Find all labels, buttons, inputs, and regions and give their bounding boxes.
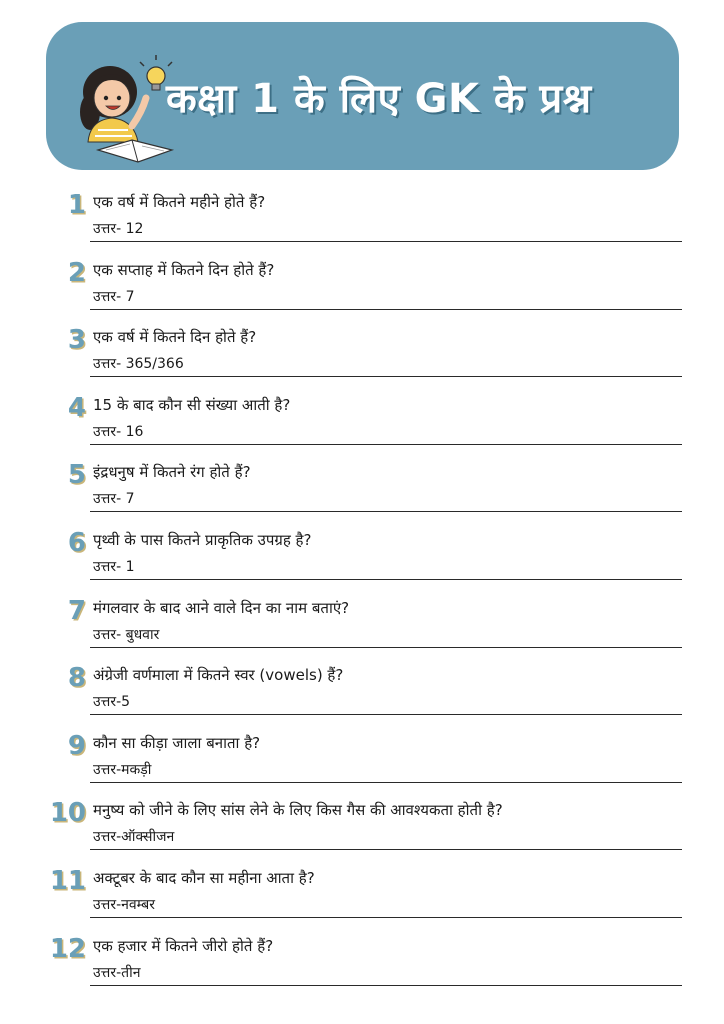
list-item [46,321,676,389]
question-number: 6 [67,527,86,558]
answer-text: उत्तर-5 [93,694,131,711]
list-item [46,254,676,322]
question-text: मनुष्य को जीने के लिए सांस लेने के लिए किस गैस की आवश्यकता होती है? [93,801,503,820]
answer-text: उत्तर- 16 [93,423,144,440]
divider [90,985,682,986]
question-number: 10 [49,798,86,829]
question-list [46,186,676,997]
answer-text: उत्तर- 7 [93,288,135,305]
divider [90,849,682,850]
answer-text: उत्तर- 1 [93,558,135,575]
question-text: एक वर्ष में कितने दिन होते हैं? [93,328,257,347]
question-number: 12 [49,933,86,964]
question-text: एक वर्ष में कितने महीने होते हैं? [93,193,266,211]
list-item [46,794,676,862]
question-number: 3 [67,325,86,356]
question-text: 15 के बाद कौन सी संख्या आती है? [93,395,291,414]
question-number: 9 [67,730,86,761]
list-item [46,524,676,592]
question-number: 1 [67,190,86,220]
girl-idea-bulb-icon [68,46,180,166]
question-number: 5 [67,460,86,491]
divider [90,444,682,445]
answer-text: उत्तर-मकड़ी [93,761,152,778]
question-text: इंद्रधनुष में कितने रंग होते हैं? [93,463,251,482]
question-text: अक्टूबर के बाद कौन सा महीना आता है? [93,868,315,887]
list-item [46,727,676,795]
list-item [46,592,676,660]
list-item [46,862,676,930]
question-number: 7 [67,595,86,626]
question-text: मंगलवार के बाद आने वाले दिन का नाम बताएं? [93,598,350,617]
header-banner [46,22,679,170]
list-item [46,659,676,727]
list-item [46,456,676,524]
answer-text: उत्तर- 12 [93,221,144,237]
divider [90,579,682,580]
divider [90,714,682,715]
answer-text: उत्तर-ऑक्सीजन [93,829,175,846]
answer-text: उत्तर- 365/366 [93,356,184,373]
divider [90,647,682,648]
question-text: कौन सा कीड़ा जाला बनाता है? [93,733,261,752]
divider [90,309,682,310]
page-title: कक्षा 1 के लिए GK के प्रश्न [166,75,592,122]
answer-text: उत्तर- 7 [93,491,135,508]
list-item [46,930,676,998]
question-number: 11 [49,865,86,896]
divider [90,782,682,783]
question-number: 2 [67,257,86,288]
divider [90,241,682,242]
list-item [46,389,676,457]
divider [90,917,682,918]
divider [90,376,682,377]
question-text: एक सप्ताह में कितने दिन होते हैं? [93,260,275,279]
divider [90,511,682,512]
question-text: एक हजार में कितने जीरो होते हैं? [93,936,274,955]
answer-text: उत्तर-तीन [93,964,141,981]
question-text: पृथ्वी के पास कितने प्राकृतिक उपग्रह है? [93,530,312,549]
answer-text: उत्तर-नवम्बर [93,896,155,913]
answer-text: उत्तर- बुधवार [93,626,160,643]
list-item [46,186,676,254]
question-text: अंग्रेजी वर्णमाला में कितने स्वर (vowels) हैं? [93,666,344,685]
question-number: 4 [67,392,86,423]
question-number: 8 [67,663,86,694]
